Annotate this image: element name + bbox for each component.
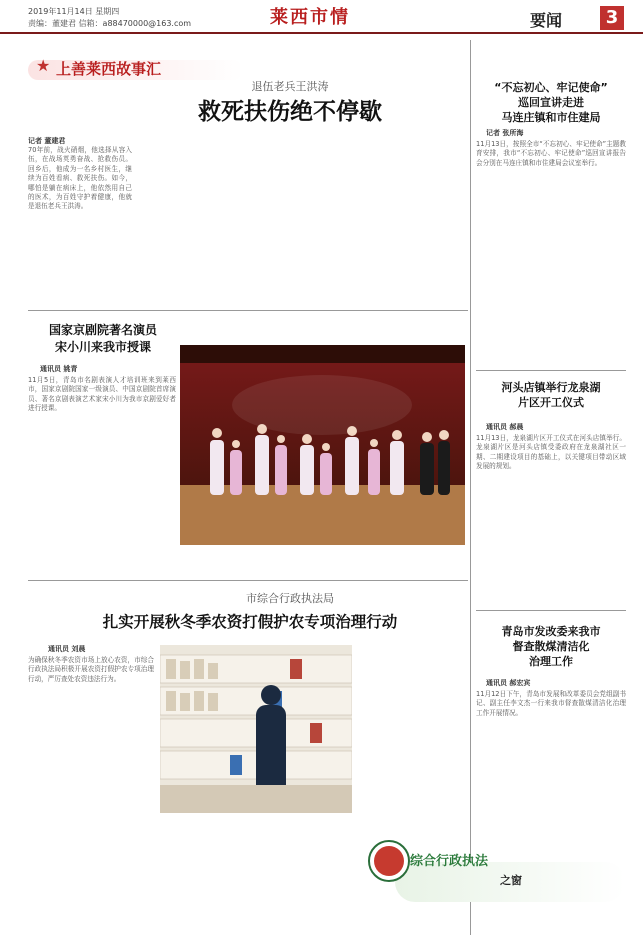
byline: 通讯员 刘晨 — [48, 644, 86, 653]
article-title — [28, 322, 178, 356]
article-lead: 11月12日下午，青岛市发展和改革委员会党组副书记、副主任李文杰一行来我市督查散煤清洁化治理工作开展情况。 — [476, 690, 626, 717]
article-title — [476, 380, 626, 410]
article-body-column — [258, 818, 352, 936]
byline: 通讯员 郝晨 — [486, 422, 524, 431]
article-lead: 11月13日，龙泉湖片区开工仪式在河头店镇举行。龙泉湖片区是河头店镇受委政府在龙泉湖社区一期、二期建设项目的基础上，以关键项目带动区域发展的规划。 — [476, 434, 626, 471]
article-body — [476, 140, 626, 366]
title-line: 国家京剧院著名演员 — [48, 323, 157, 337]
masthead: 莱西市情 — [270, 7, 350, 28]
title-line: 片区开工仪式 — [518, 396, 584, 409]
article-body-column — [138, 132, 242, 306]
article-body — [28, 656, 154, 938]
article-body-column — [246, 132, 350, 306]
byline: 通讯员 郝宏宾 — [486, 678, 531, 687]
article-title — [476, 624, 626, 669]
article-body — [476, 690, 626, 936]
article-lead: 11月5日，青岛市名剧表演人才培训班来到莱西市，国家京剧院国家一级演员、中国京剧院首席演员、著名京剧表演艺术家宋小川为我市京剧爱好者进行授课。 — [28, 376, 176, 413]
article-body — [28, 376, 176, 576]
issue-date: 2019年11月14日 星期四 — [28, 7, 120, 16]
article-body-column — [354, 132, 464, 306]
title-line: 治理工作 — [529, 655, 573, 668]
title-line: 马连庄镇和市住建局 — [501, 111, 601, 124]
title-line: 河头店镇举行龙泉湖 — [501, 381, 601, 394]
star-icon: ★ — [36, 56, 51, 75]
article-lead: 为确保秋冬季农资市场上放心农资，市综合行政执法局积极开展农资打假护农专项治理行动，严厉查处农资违法行为。 — [28, 656, 154, 683]
inspection-photo — [160, 645, 352, 813]
title-line: “不忘初心、牢记使命” — [494, 81, 608, 94]
article-title — [476, 80, 626, 125]
footer-banner-subtitle: 之窗 — [500, 874, 522, 887]
article-title: 扎实开展秋冬季农资打假护农专项治理行动 — [102, 613, 398, 631]
emblem-center — [374, 846, 404, 876]
title-line: 宋小川来我市授课 — [54, 340, 151, 354]
byline: 记者 董建君 — [28, 136, 66, 145]
footer-banner-title: 综合行政执法 — [410, 854, 489, 869]
page-number: 3 — [600, 6, 624, 30]
section-divider — [28, 580, 468, 581]
article-body — [28, 146, 132, 306]
article-kicker: 市综合行政执法局 — [246, 592, 334, 605]
title-line: 青岛市发改委来我市 — [501, 625, 601, 638]
column-divider — [470, 40, 471, 935]
title-line: 督查散煤清洁化 — [512, 640, 590, 653]
article-lead: 70年前，战火硝烟，他选择从容入伍，在战场英勇奋战、抢救伤员。回乡后，他成为一名乡村医生，继续为百姓看病、救死扶伤。如今，哪怕是躺在病床上，他依然用自己的医术，为百姓守护着健康，他就是退伍老兵王洪涛。 — [28, 146, 132, 211]
header-rule — [0, 32, 643, 34]
editor-credits: 责编：董建君 信箱：a88470000@163.com — [28, 19, 192, 28]
article-body-column — [160, 818, 254, 936]
opera-stage-photo — [180, 345, 465, 545]
article-body — [476, 434, 626, 606]
column-banner: 上善莱西故事汇 — [56, 60, 162, 78]
article-kicker: 退伍老兵王洪涛 — [251, 80, 329, 93]
section-divider — [476, 370, 626, 371]
section-divider — [476, 610, 626, 611]
article-body-column — [358, 652, 464, 832]
section-divider — [28, 310, 468, 311]
title-line: 巡回宣讲走进 — [518, 96, 584, 109]
section-title: 要闻 — [530, 11, 563, 30]
article-lead: 11月13日，按照全市“不忘初心、牢记使命”主题教育安排，我市“不忘初心、牢记使命”巡回宣讲报告会分别在马连庄镇和市住建局会议室举行。 — [476, 140, 626, 167]
article-title: 救死扶伤绝不停歇 — [198, 99, 382, 125]
byline: 通讯员 姚青 — [40, 364, 78, 373]
byline: 记者 张所海 — [486, 128, 524, 137]
